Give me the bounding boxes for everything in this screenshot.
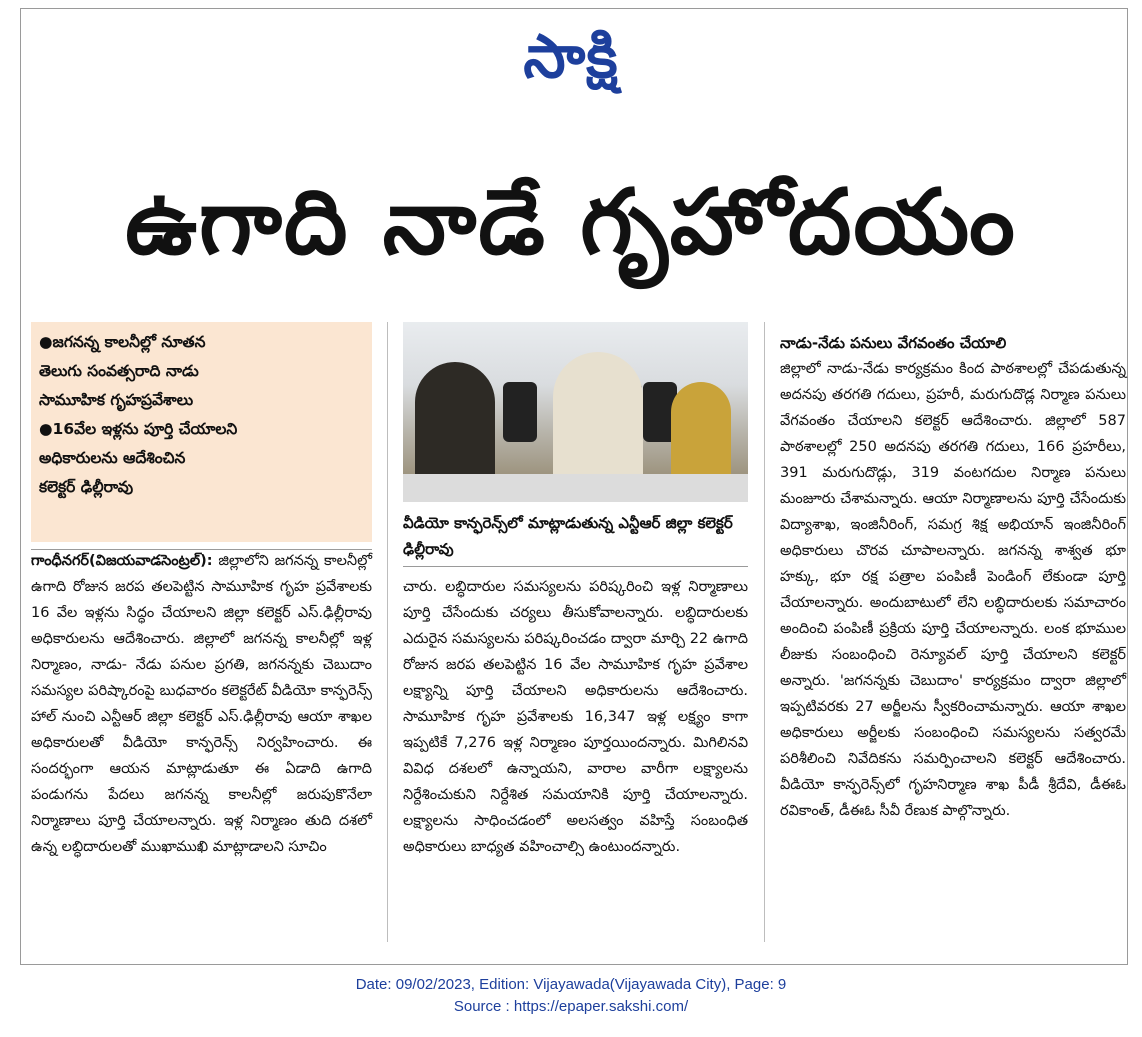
table-shape — [403, 474, 748, 502]
edition-info: Date: 09/02/2023, Edition: Vijayawada(Vijayawada City), Page: 9 — [355, 976, 787, 993]
highlight-line: 16వేల ఇళ్లను పూర్తి చేయాలని — [52, 420, 238, 438]
meeting-photo — [403, 322, 748, 502]
chair-shape — [503, 382, 537, 442]
column-rule — [764, 322, 765, 942]
column-subhead: నాడు-నేడు పనులు వేగవంతం చేయాలి — [780, 334, 1007, 352]
highlight-line: జగనన్న కాలనీల్లో నూతన — [52, 333, 206, 351]
newspaper-logo: సాక్షి — [523, 22, 619, 92]
dateline: గాంధీనగర్‌(విజయవాడసెంట్రల్‌): — [31, 553, 213, 569]
source-footer — [0, 974, 1142, 1018]
highlight-line: తెలుగు సంవత్సరాది నాడు — [39, 362, 199, 380]
column-text: చారు. లబ్ధిదారుల సమస్యలను పరిష్కరించి ఇళ్ల నిర్మాణాలు పూర్తి చేసేందుకు చర్యలు తీసుకోవాలన్నారు. లబ్ధిదారులకు ఎదురైన సమస్యలను పరిష్కరించడం ద్వారా మార్చి 22 ఉగాది రోజున జరప తలపెట్టిన 16 వేల సామూహిక గృహ ప్రవేశాల లక్ష్యాన్ని పూర్తి చేయాలని అధికారులను ఆదేశించారు. సామూహిక గృహ ప్రవేశాలకు 16,347 ఇళ్ల లక్ష్యం కాగా ఇప్పటికే 7,276 ఇళ్ల నిర్మాణం పూర్తయిందన్నారు. మిగిలినవి వివిధ దశలలో ఉన్నాయని, వారాల వారీగా లక్ష్యాలను నిర్దేశించుకుని నిర్దేశిత సమయానికి పూర్తి చేయాలన్నారు. లక్ష్యాలను సాధించడంలో అలసత్వం వహిస్తే సంబంధిత అధికారులు బాధ్యత వహించాల్సి ఉంటుందన్నారు. — [403, 579, 748, 855]
article-headline: ఉగాది నాడే గృహోదయం — [125, 170, 1017, 275]
article-column-3 — [780, 330, 1126, 824]
column-text: జిల్లాలో నాడు-నేడు కార్యక్రమం కింద పాఠశాలల్లో చేపడుతున్న అదనపు తరగతి గదులు, ప్రహరీ, మరుగుదొడ్ల నిర్మాణ పనులు వేగవంతం చేయాలని కలెక్టర్‌ ఆదేశించారు. జిల్లాలో 587 పాఠశాలల్లో 250 అదనపు తరగతి గదులు, 166 ప్రహరీలు, 391 మరుగుదొడ్లు, 319 వంటగదుల నిర్మాణ పనులు మంజూరు చేశామన్నారు. ఆయా నిర్మాణాలను పూర్తి చేసేందుకు విద్యాశాఖ, ఇంజినీరింగ్‌, సమగ్ర శిక్ష అభియాన్‌ ఇంజినీరింగ్‌ అధికారులు చొరవ చూపాలన్నారు. జగనన్న శాశ్వత భూ హక్కు, భూ రక్ష పత్రాల పంపిణీ పెండింగ్‌ లేకుండా పూర్తి చేయాలన్నారు. అందుబాటులో లేని లబ్ధిదారులకు సమాచారం అందించి పంపిణీ ప్రక్రియ పూర్తి చేయాలన్నారు. లంక భూముల లీజుకు సంబంధించి రెన్యూవల్‌ పూర్తి చేయాలని కలెక్టర్‌ అన్నారు. 'జగనన్నకు చెబుదాం' కార్యక్రమం ద్వారా జిల్లాలో ఇప్పటివరకు 27 అర్జీలను స్వీకరించామన్నారు. ఆయా శాఖల అధికారులు అర్జీలకు సంబంధించి సమస్యలను సత్వరమే పరిశీలించి నివేదికను సమర్పించాలని కలెక్టర్‌ ఆదేశించారు. వీడియో కాన్ఫరెన్స్‌లో గృహనిర్మాణ శాఖ పీడీ శ్రీదేవి, డీఈఓ రవికాంత్‌, డీఈఓ సీవీ రేణుక పాల్గొన్నారు. — [780, 361, 1126, 819]
bullet-icon: ● — [39, 420, 53, 438]
bullet-icon: ● — [39, 333, 53, 351]
column-text: జిల్లాలోని జగనన్న కాలనీల్లో ఉగాది రోజున జరప తలపెట్టిన సామూహిక గృహ ప్రవేశాలకు 16 వేల ఇళ్లను సిద్ధం చేయాలని జిల్లా కలెక్టర్‌ ఎస్‌.ఢిల్లీరావు అధికారులను ఆదేశించారు. జిల్లాలో జగనన్న కాలనీల్లో ఇళ్ల నిర్మాణం, నాడు- నేడు పనుల ప్రగతి, జగనన్నకు చెబుదాం సమస్యల పరిష్కారంపై బుధవారం కలెక్టరేట్‌ వీడియో కాన్ఫరెన్స్‌ హాల్‌ నుంచి ఎన్టీఆర్‌ జిల్లా కలెక్టర్‌ ఎస్‌.ఢిల్లీరావు ఆయా శాఖల అధికారులతో వీడియో కాన్ఫరెన్స్‌ నిర్వహించారు. ఈ సందర్భంగా ఆయన మాట్లాడుతూ ఈ ఏడాది ఉగాది పండుగను పేదలు జగనన్న కాలనీల్లో జరుపుకొనేలా నిర్మాణాలు పూర్తి చేయాలన్నారు. ఇళ్ల నిర్మాణం తుది దశలో ఉన్న లబ్ధిదారులతో ముఖాముఖి మాట్లాడాలని సూచిం — [31, 553, 372, 855]
highlight-line: కలెక్టర్‌ ఢిల్లీరావు — [39, 478, 134, 496]
article-column-1 — [31, 548, 372, 860]
highlight-item — [39, 328, 364, 415]
photo-caption: వీడియో కాన్ఫరెన్స్‌లో మాట్లాడుతున్న ఎన్టీఆర్‌ జిల్లా కలెక్టర్‌ ఢిల్లీరావు — [403, 514, 733, 558]
source-link[interactable]: Source : https://epaper.sakshi.com/ — [453, 998, 689, 1015]
highlight-line: అధికారులను ఆదేశించిన — [39, 449, 186, 467]
highlight-item — [39, 415, 364, 502]
column-rule — [387, 322, 388, 942]
divider — [403, 566, 748, 567]
article-column-2 — [403, 574, 748, 860]
highlights-box — [31, 322, 372, 542]
highlight-line: సామూహిక గృహప్రవేశాలు — [39, 391, 194, 409]
